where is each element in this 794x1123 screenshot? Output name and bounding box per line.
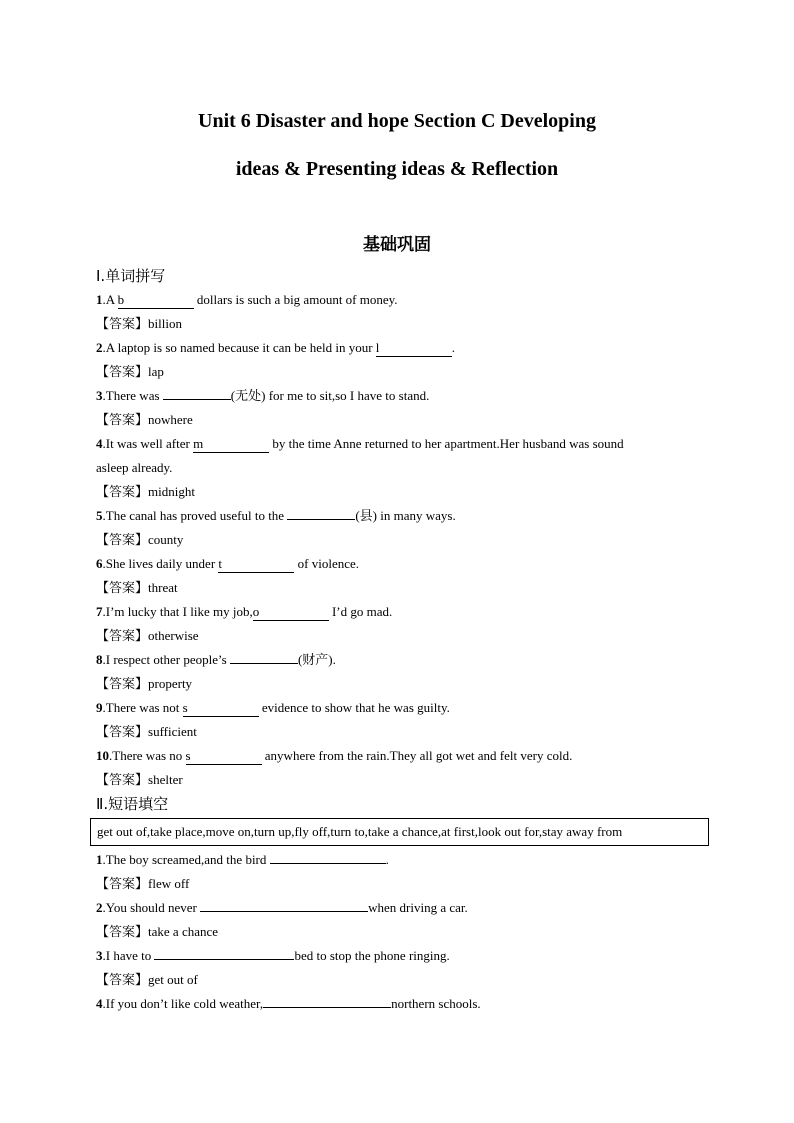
question-text: northern schools.: [391, 996, 481, 1011]
answer-tag: 【答案】: [96, 677, 149, 692]
question-number: 3: [96, 948, 103, 963]
answer-blank: b: [118, 292, 194, 309]
question-text: .: [385, 852, 389, 867]
question-number: 7: [96, 604, 103, 619]
answer-line: [96, 720, 711, 744]
section2-items: [96, 848, 711, 1016]
answer-tag: 【答案】: [96, 485, 149, 500]
answer-text: take a chance: [148, 924, 219, 939]
answer-blank: s: [183, 700, 259, 717]
question-line: [96, 384, 711, 408]
answer-line: [96, 312, 711, 336]
answer-line: [96, 528, 711, 552]
answer-tag: 【答案】: [96, 365, 149, 380]
question-text: dollars is such a big amount of money.: [193, 292, 398, 307]
answer-text: otherwise: [148, 628, 199, 643]
question-number: 6: [96, 556, 103, 571]
section1-heading: Ⅰ.单词拼写: [96, 267, 166, 285]
answer-line: [96, 408, 711, 432]
question-number: 1: [96, 292, 103, 307]
answer-tag: 【答案】: [96, 413, 149, 428]
answer-blank: [163, 399, 231, 400]
question-number: 2: [96, 340, 103, 355]
answer-text: get out of: [148, 972, 198, 987]
answer-blank: [287, 519, 355, 520]
question-line: [96, 600, 711, 624]
question-number: 8: [96, 652, 103, 667]
question-text: anywhere from the rain.They all got wet and felt very cold.: [261, 748, 573, 763]
answer-blank: [200, 911, 368, 912]
question-line: [96, 336, 711, 360]
answer-text: midnight: [148, 484, 195, 499]
answer-line: [96, 872, 711, 896]
answer-blank: s: [186, 748, 262, 765]
answer-tag: 【答案】: [96, 973, 149, 988]
question-text: I’d go mad.: [328, 604, 393, 619]
answer-line: [96, 480, 711, 504]
question-text: (无处) for me to sit,so I have to stand.: [230, 388, 430, 403]
question-line: [96, 992, 711, 1016]
question-number: 10: [96, 748, 109, 763]
answer-tag: 【答案】: [96, 533, 149, 548]
answer-text: property: [148, 676, 193, 691]
answer-line: [96, 968, 711, 992]
answer-blank: l: [376, 340, 452, 357]
section2-heading: Ⅱ.短语填空: [96, 795, 169, 813]
exercise-content: [96, 264, 711, 1016]
question-text: (财产).: [297, 652, 336, 667]
answer-line: [96, 768, 711, 792]
question-line: [96, 944, 711, 968]
question-number: 3: [96, 388, 103, 403]
question-text: .: [451, 340, 456, 355]
question-number: 5: [96, 508, 103, 523]
question-number: 1: [96, 852, 103, 867]
answer-text: flew off: [148, 876, 190, 891]
question-line: [96, 896, 711, 920]
answer-blank: [263, 1007, 391, 1008]
answer-text: nowhere: [148, 412, 193, 427]
answer-tag: 【答案】: [96, 925, 149, 940]
answer-blank: [154, 959, 294, 960]
question-text: .If you don’t like cold weather,: [102, 996, 264, 1011]
question-text: .You should never: [102, 900, 201, 915]
answer-blank: [270, 863, 386, 864]
question-text: .She lives daily under: [102, 556, 219, 571]
question-text: .I respect other people’s: [102, 652, 230, 667]
question-text: .A laptop is so named because it can be held in your: [102, 340, 376, 355]
question-line: [96, 848, 711, 872]
question-line: [96, 288, 711, 312]
question-line: [96, 432, 711, 456]
answer-line: [96, 360, 711, 384]
question-number: 4: [96, 436, 103, 451]
question-text: evidence to show that he was guilty.: [258, 700, 450, 715]
section1-items: [96, 288, 711, 792]
question-text: .I’m lucky that I like my job,: [102, 604, 253, 619]
question-line: [96, 696, 711, 720]
question-text: .There was not: [102, 700, 183, 715]
question-number: 4: [96, 996, 103, 1011]
answer-text: county: [148, 532, 184, 547]
question-number: 2: [96, 900, 103, 915]
answer-text: lap: [148, 364, 164, 379]
question-text: .There was: [102, 388, 163, 403]
answer-blank: [230, 663, 298, 664]
question-text: .There was no: [109, 748, 186, 763]
question-text: .I have to: [102, 948, 155, 963]
question-continuation: asleep already.: [96, 460, 173, 475]
answer-text: sufficient: [148, 724, 197, 739]
answer-line: [96, 576, 711, 600]
answer-blank: o: [253, 604, 329, 621]
answer-tag: 【答案】: [96, 877, 149, 892]
answer-tag: 【答案】: [96, 581, 149, 596]
title-line-2: ideas & Presenting ideas & Reflection: [235, 158, 559, 180]
question-line: [96, 504, 711, 528]
question-text: when driving a car.: [368, 900, 468, 915]
title-line-1: Unit 6 Disaster and hope Section C Developing: [198, 110, 596, 132]
question-line: [96, 744, 711, 768]
answer-text: threat: [148, 580, 178, 595]
answer-tag: 【答案】: [96, 773, 149, 788]
answer-tag: 【答案】: [96, 629, 149, 644]
section-subtitle: 基础巩固: [363, 235, 431, 255]
question-line: [96, 648, 711, 672]
question-text: .It was well after: [102, 436, 194, 451]
question-text: (县) in many ways.: [355, 508, 456, 523]
question-text: of violence.: [294, 556, 360, 571]
answer-tag: 【答案】: [96, 725, 149, 740]
question-text: .The boy screamed,and the bird: [102, 852, 270, 867]
answer-line: [96, 920, 711, 944]
answer-text: billion: [148, 316, 182, 331]
answer-blank: t: [218, 556, 294, 573]
question-text: bed to stop the phone ringing.: [294, 948, 450, 963]
answer-blank: m: [193, 436, 269, 453]
question-text: .The canal has proved useful to the: [102, 508, 288, 523]
phrase-box: get out of,take place,move on,turn up,fly off,turn to,take a chance,at first,look out for,stay away from: [90, 818, 709, 846]
answer-tag: 【答案】: [96, 317, 149, 332]
question-number: 9: [96, 700, 103, 715]
answer-line: [96, 672, 711, 696]
answer-line: [96, 624, 711, 648]
question-text: by the time Anne returned to her apartment.Her husband was sound: [269, 436, 624, 451]
answer-text: shelter: [148, 772, 183, 787]
question-line: [96, 552, 711, 576]
question-text: .A: [102, 292, 118, 307]
